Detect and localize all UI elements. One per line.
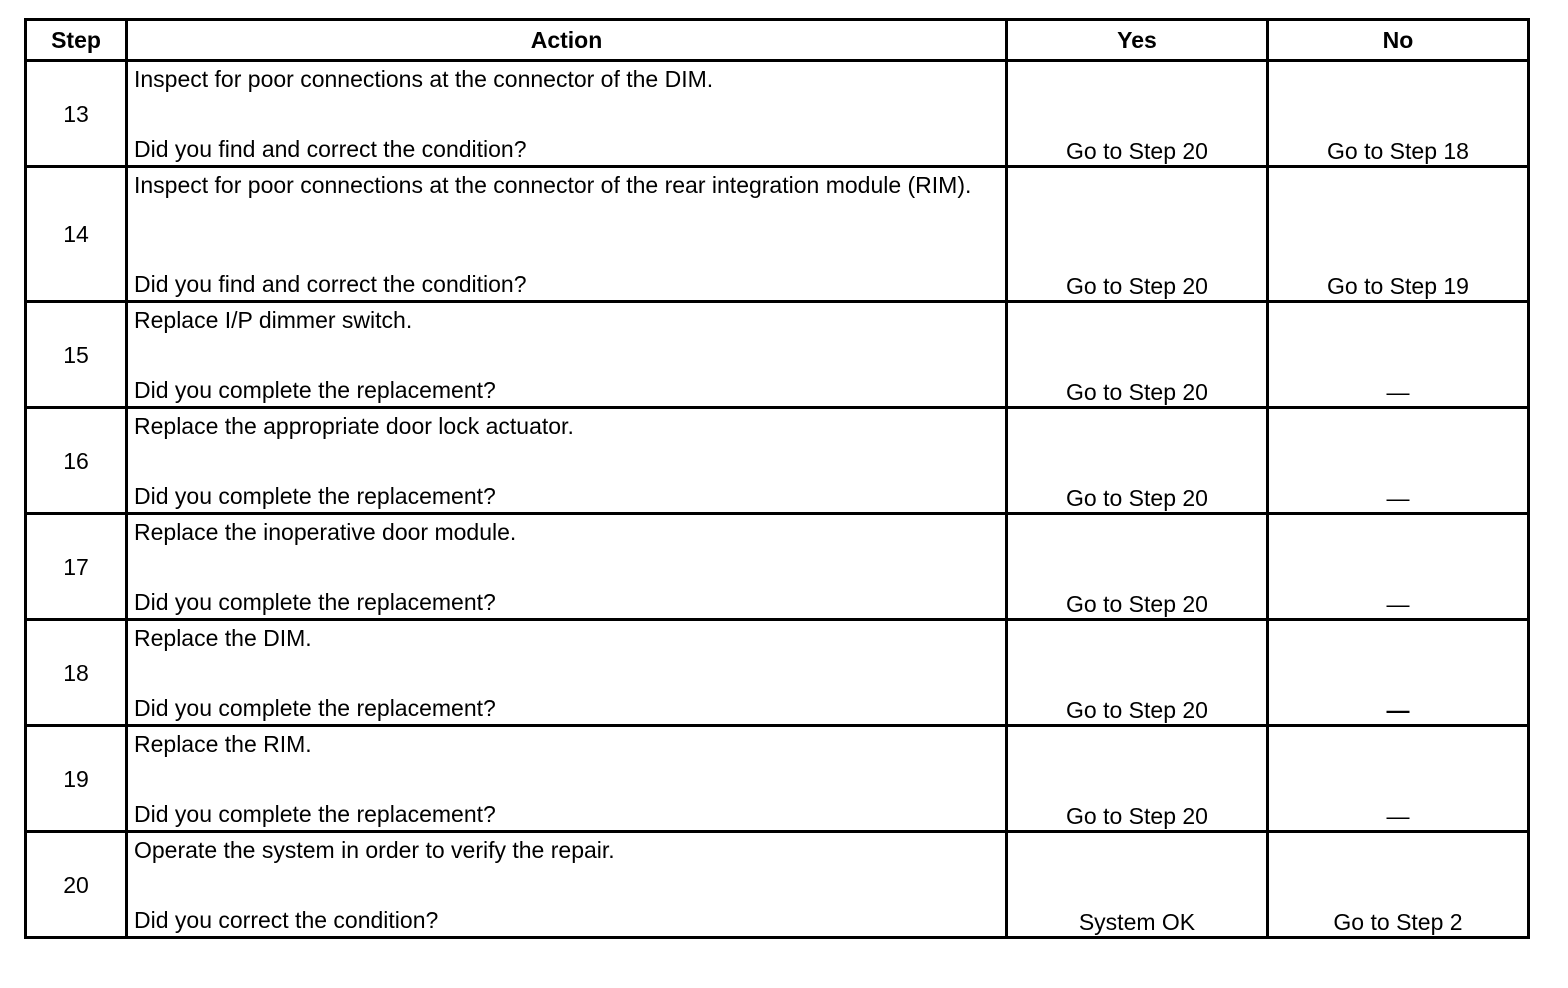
diagnostic-table <box>24 18 1530 939</box>
header-row <box>26 20 1529 61</box>
action-question: Did you find and correct the condition? <box>134 271 527 297</box>
yes-result: Go to Step 20 <box>1007 620 1268 726</box>
action-question: Did you complete the replacement? <box>134 589 496 615</box>
step-number: 13 <box>26 61 127 167</box>
yes-result: System OK <box>1007 832 1268 938</box>
table-row <box>26 620 1529 726</box>
step-number: 15 <box>26 302 127 408</box>
no-result: — <box>1268 514 1529 620</box>
action-question: Did you find and correct the condition? <box>134 136 527 162</box>
no-result: — <box>1268 302 1529 408</box>
action-instruction: Replace I/P dimmer switch. <box>134 307 413 333</box>
no-result: Go to Step 2 <box>1268 832 1529 938</box>
action-cell <box>127 832 1007 938</box>
action-instruction: Replace the RIM. <box>134 731 312 757</box>
action-cell <box>127 620 1007 726</box>
header-action: Action <box>127 20 1007 61</box>
action-cell <box>127 408 1007 514</box>
no-result: — <box>1268 726 1529 832</box>
action-instruction: Operate the system in order to verify the repair. <box>134 837 615 863</box>
action-instruction: Replace the DIM. <box>134 625 312 651</box>
action-question: Did you complete the replacement? <box>134 801 496 827</box>
table-row <box>26 726 1529 832</box>
table-row <box>26 61 1529 167</box>
step-number: 17 <box>26 514 127 620</box>
action-cell <box>127 167 1007 302</box>
action-instruction: Replace the appropriate door lock actuator. <box>134 413 574 439</box>
header-no: No <box>1268 20 1529 61</box>
yes-result: Go to Step 20 <box>1007 302 1268 408</box>
yes-result: Go to Step 20 <box>1007 167 1268 302</box>
no-result: — <box>1268 620 1529 726</box>
table-row <box>26 167 1529 302</box>
step-number: 18 <box>26 620 127 726</box>
action-question: Did you complete the replacement? <box>134 377 496 403</box>
no-result: Go to Step 19 <box>1268 167 1529 302</box>
action-question: Did you correct the condition? <box>134 907 439 933</box>
action-cell <box>127 302 1007 408</box>
action-instruction: Inspect for poor connections at the connector of the rear integration module (RIM). <box>134 172 972 198</box>
action-instruction: Replace the inoperative door module. <box>134 519 517 545</box>
table-row <box>26 408 1529 514</box>
yes-result: Go to Step 20 <box>1007 61 1268 167</box>
header-yes: Yes <box>1007 20 1268 61</box>
yes-result: Go to Step 20 <box>1007 514 1268 620</box>
action-cell <box>127 514 1007 620</box>
yes-result: Go to Step 20 <box>1007 726 1268 832</box>
action-cell <box>127 61 1007 167</box>
table-row <box>26 302 1529 408</box>
step-number: 16 <box>26 408 127 514</box>
table-row <box>26 514 1529 620</box>
action-cell <box>127 726 1007 832</box>
table-row <box>26 832 1529 938</box>
action-instruction: Inspect for poor connections at the connector of the DIM. <box>134 66 714 92</box>
no-result: — <box>1268 408 1529 514</box>
step-number: 14 <box>26 167 127 302</box>
step-number: 19 <box>26 726 127 832</box>
yes-result: Go to Step 20 <box>1007 408 1268 514</box>
step-number: 20 <box>26 832 127 938</box>
action-question: Did you complete the replacement? <box>134 483 496 509</box>
header-step: Step <box>26 20 127 61</box>
action-question: Did you complete the replacement? <box>134 695 496 721</box>
no-result: Go to Step 18 <box>1268 61 1529 167</box>
